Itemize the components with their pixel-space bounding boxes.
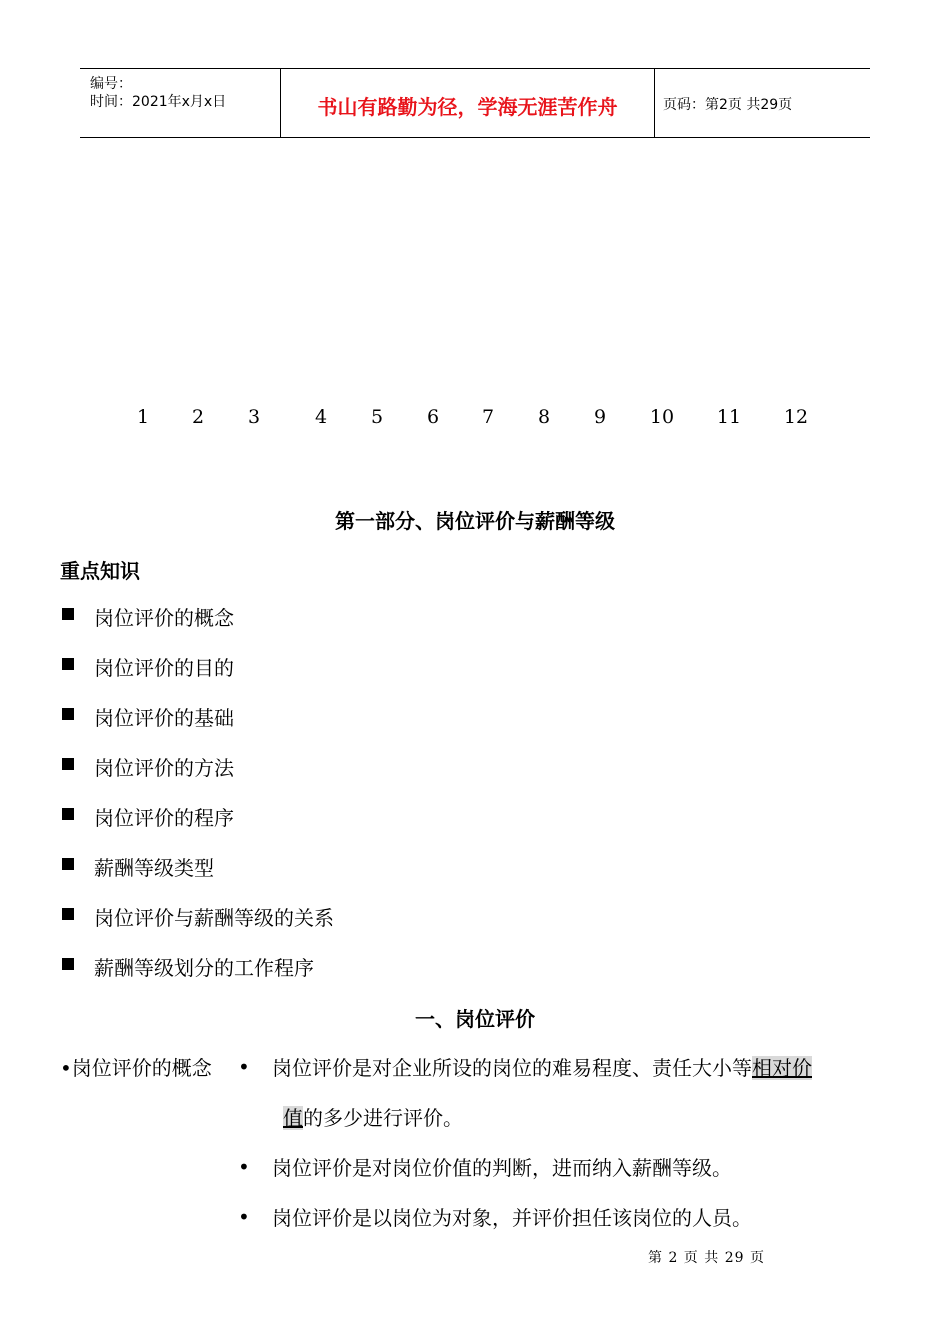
header-slogan: 书山有路勤为径，学海无涯苦作舟: [317, 95, 618, 119]
square-bullet-icon: [62, 808, 74, 820]
square-bullet-icon: [62, 908, 74, 920]
header-right-cell: [655, 69, 870, 137]
bullet-icon: •: [238, 1155, 250, 1179]
page-label: 页码：第2页 共29页: [663, 97, 793, 113]
number-label: 编号：: [90, 76, 132, 92]
number-item: 5: [370, 406, 384, 428]
square-bullet-icon: [62, 658, 74, 670]
header-left-cell: [80, 69, 281, 137]
number-item: 2: [191, 406, 205, 428]
definition-2: 岗位评价是对岗位价值的判断，进而纳入薪酬等级。: [272, 1156, 732, 1180]
bullet-icon: •: [238, 1205, 250, 1229]
subsection-title: 一、岗位评价: [415, 1007, 535, 1031]
number-item: 6: [426, 406, 440, 428]
number-item: 1: [136, 406, 150, 428]
definition-3: 岗位评价是以岗位为对象，并评价担任该岗位的人员。: [272, 1206, 752, 1230]
highlight-text: 相对价: [752, 1056, 812, 1080]
list-item-text: 岗位评价的目的: [94, 656, 234, 680]
number-item: 12: [783, 406, 809, 428]
bullet-icon: •: [238, 1055, 250, 1079]
square-bullet-icon: [62, 958, 74, 970]
time-label: 时间：2021年x月x日: [90, 94, 227, 110]
square-bullet-icon: [62, 608, 74, 620]
definition-1: [272, 1052, 812, 1081]
number-item: 9: [593, 406, 607, 428]
number-item: 10: [649, 406, 675, 428]
list-item-text: 岗位评价与薪酬等级的关系: [94, 906, 334, 930]
list-item-text: 岗位评价的概念: [94, 606, 234, 630]
list-item-text: 岗位评价的方法: [94, 756, 234, 780]
square-bullet-icon: [62, 858, 74, 870]
number-item: 11: [716, 406, 742, 428]
list-item-text: 岗位评价的基础: [94, 706, 234, 730]
header-middle-cell: [281, 69, 655, 137]
number-row: [0, 406, 950, 432]
number-item: 4: [314, 406, 328, 428]
page-header: [80, 68, 870, 138]
number-item: 7: [481, 406, 495, 428]
square-bullet-icon: [62, 708, 74, 720]
definition-1-continued: [283, 1102, 463, 1131]
list-item-text: 薪酬等级类型: [94, 856, 214, 880]
square-bullet-icon: [62, 758, 74, 770]
highlight-text: 值: [283, 1106, 303, 1130]
key-knowledge-title: 重点知识: [60, 559, 140, 583]
number-item: 3: [247, 406, 261, 428]
definition-1-tail: 的多少进行评价。: [303, 1106, 463, 1130]
concept-label: •岗位评价的概念: [60, 1056, 212, 1080]
section-title: 第一部分、岗位评价与薪酬等级: [335, 509, 615, 533]
number-item: 8: [537, 406, 551, 428]
page-footer: 第 2 页 共 29 页: [648, 1250, 765, 1266]
list-item-text: 薪酬等级划分的工作程序: [94, 956, 314, 980]
definition-1-text: 岗位评价是对企业所设的岗位的难易程度、责任大小等: [272, 1056, 752, 1080]
list-item-text: 岗位评价的程序: [94, 806, 234, 830]
